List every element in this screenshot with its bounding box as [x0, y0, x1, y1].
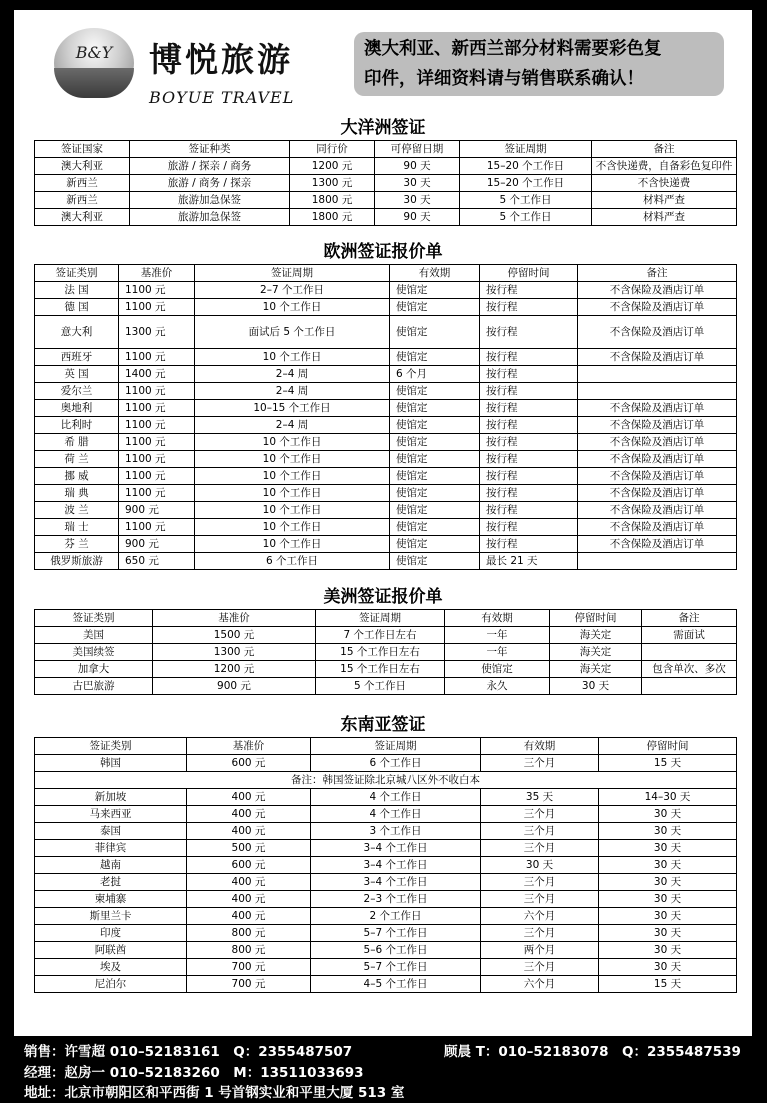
- table-cell: 波 兰: [35, 502, 119, 519]
- header-row: [35, 141, 737, 158]
- table-cell: 不含保险及酒店订单: [578, 451, 737, 468]
- table-cell: 需面试: [642, 627, 737, 644]
- table-row: [35, 553, 737, 570]
- table-row: [35, 840, 737, 857]
- table-cell: 2–3 个工作日: [311, 891, 481, 908]
- table-cell: 1100 元: [119, 400, 195, 417]
- table-cell: 1100 元: [119, 349, 195, 366]
- table-cell: 700 元: [187, 959, 311, 976]
- table-cell: 面试后 5 个工作日: [195, 316, 390, 349]
- table-cell: 6 个工作日: [195, 553, 390, 570]
- table-cell: 美国续签: [35, 644, 153, 661]
- column-header: 备注: [592, 141, 737, 158]
- column-header: 停留时间: [550, 610, 642, 627]
- table-row: [35, 644, 737, 661]
- table-cell: 1100 元: [119, 485, 195, 502]
- table-cell: 旅游 / 商务 / 探亲: [130, 175, 290, 192]
- table-cell: 3–4 个工作日: [311, 874, 481, 891]
- table-cell: 按行程: [480, 468, 578, 485]
- table-cell: 使馆定: [390, 316, 480, 349]
- table-cell: 不含保险及酒店订单: [578, 468, 737, 485]
- notice-box: [354, 32, 724, 96]
- table-cell: 三个月: [481, 755, 599, 772]
- table-cell: 不含快递费，自备彩色复印件: [592, 158, 737, 175]
- table-cell: 15–20 个工作日: [460, 158, 592, 175]
- table-cell: 15 天: [599, 755, 737, 772]
- table-row: [35, 908, 737, 925]
- table-cell: 1100 元: [119, 282, 195, 299]
- table-cell: 不含保险及酒店订单: [578, 434, 737, 451]
- brand-name-cn: 博悦旅游: [149, 40, 293, 79]
- oceania-title: 大洋洲签证: [340, 118, 426, 138]
- table-cell: 400 元: [187, 874, 311, 891]
- americas-title: 美洲签证报价单: [323, 587, 443, 607]
- table-cell: 按行程: [480, 349, 578, 366]
- column-header: 签证类别: [35, 738, 187, 755]
- table-cell: 不含保险及酒店订单: [578, 299, 737, 316]
- table-cell: 30 天: [599, 942, 737, 959]
- office-address: 地址：北京市朝阳区和平西街 1 号首钢实业和平里大厦 513 室: [24, 1085, 405, 1101]
- table-cell: 4–5 个工作日: [311, 976, 481, 993]
- table-cell: 三个月: [481, 874, 599, 891]
- note-row: [35, 772, 737, 789]
- table-cell: 4 个工作日: [311, 789, 481, 806]
- table-row: [35, 976, 737, 993]
- column-header: 备注: [578, 265, 737, 282]
- table-row: [35, 942, 737, 959]
- table-cell: 使馆定: [390, 468, 480, 485]
- table-cell: 意大利: [35, 316, 119, 349]
- table-cell: 4 个工作日: [311, 806, 481, 823]
- table-row: [35, 519, 737, 536]
- table-cell: 希 腊: [35, 434, 119, 451]
- table-cell: 韩国: [35, 755, 187, 772]
- table-cell: 三个月: [481, 891, 599, 908]
- sales-contact: 销售：许雪超 010–52183161 Q：2355487507: [24, 1044, 353, 1060]
- table-cell: 2–4 周: [195, 417, 390, 434]
- table-row: [35, 806, 737, 823]
- table-cell: 包含单次、多次: [642, 661, 737, 678]
- table-cell: 不含保险及酒店订单: [578, 519, 737, 536]
- table-cell: 1300 元: [119, 316, 195, 349]
- table-row: [35, 959, 737, 976]
- table-cell: 使馆定: [390, 536, 480, 553]
- table-cell: 7 个工作日左右: [316, 627, 445, 644]
- table-cell: 不含保险及酒店订单: [578, 316, 737, 349]
- table-cell: 2–7 个工作日: [195, 282, 390, 299]
- table-cell: 按行程: [480, 282, 578, 299]
- table-cell: 使馆定: [390, 519, 480, 536]
- table-cell: [642, 644, 737, 661]
- table-cell: 菲律宾: [35, 840, 187, 857]
- table-cell: 500 元: [187, 840, 311, 857]
- table-cell: 阿联酋: [35, 942, 187, 959]
- column-header: 基准价: [187, 738, 311, 755]
- table-cell: 使馆定: [390, 485, 480, 502]
- column-header: 基准价: [153, 610, 316, 627]
- table-cell: 材料严查: [592, 209, 737, 226]
- sales-contact-2: 顾晨 T：010–52183078 Q：2355487539: [444, 1044, 741, 1060]
- column-header: 停留时间: [480, 265, 578, 282]
- table-row: [35, 485, 737, 502]
- table-row: [35, 316, 737, 349]
- table-cell: 使馆定: [390, 299, 480, 316]
- table-cell: 1800 元: [290, 192, 375, 209]
- table-cell: 1100 元: [119, 383, 195, 400]
- table-row: [35, 434, 737, 451]
- table-cell: 15 个工作日左右: [316, 644, 445, 661]
- table-cell: 不含保险及酒店订单: [578, 417, 737, 434]
- column-header: 签证种类: [130, 141, 290, 158]
- table-cell: 30 天: [599, 806, 737, 823]
- table-cell: 600 元: [187, 857, 311, 874]
- table-cell: 1100 元: [119, 519, 195, 536]
- column-header: 签证周期: [195, 265, 390, 282]
- column-header: 签证国家: [35, 141, 130, 158]
- table-row: [35, 175, 737, 192]
- table-cell: 使馆定: [390, 434, 480, 451]
- table-cell: 使馆定: [390, 400, 480, 417]
- table-row: [35, 451, 737, 468]
- table-cell: [642, 678, 737, 695]
- table-cell: 使馆定: [445, 661, 550, 678]
- table-cell: 6 个工作日: [311, 755, 481, 772]
- table-cell: 不含保险及酒店订单: [578, 502, 737, 519]
- table-cell: 三个月: [481, 806, 599, 823]
- table-cell: 斯里兰卡: [35, 908, 187, 925]
- column-header: 签证类别: [35, 610, 153, 627]
- table-cell: [578, 553, 737, 570]
- table-cell: 30 天: [599, 823, 737, 840]
- table-row: [35, 627, 737, 644]
- manager-contact: 经理：赵房一 010–52183260 M：13511033693: [24, 1065, 364, 1081]
- table-cell: 1100 元: [119, 417, 195, 434]
- table-cell: 海关定: [550, 661, 642, 678]
- table-cell: 5 个工作日: [460, 209, 592, 226]
- table-cell: 古巴旅游: [35, 678, 153, 695]
- table-cell: 使馆定: [390, 282, 480, 299]
- table-row: [35, 502, 737, 519]
- table-cell: 400 元: [187, 789, 311, 806]
- table-cell: 柬埔寨: [35, 891, 187, 908]
- table-cell: 3–4 个工作日: [311, 857, 481, 874]
- table-cell: 六个月: [481, 976, 599, 993]
- table-cell: 西班牙: [35, 349, 119, 366]
- table-cell: 10 个工作日: [195, 536, 390, 553]
- table-row: [35, 417, 737, 434]
- table-row: [35, 468, 737, 485]
- column-header: 有效期: [445, 610, 550, 627]
- table-cell: 按行程: [480, 400, 578, 417]
- table-cell: 10 个工作日: [195, 299, 390, 316]
- table-cell: 按行程: [480, 417, 578, 434]
- table-cell: 5–7 个工作日: [311, 959, 481, 976]
- table-cell: 按行程: [480, 316, 578, 349]
- sea-table: [34, 737, 737, 993]
- table-cell: 使馆定: [390, 553, 480, 570]
- table-cell: 老挝: [35, 874, 187, 891]
- table-cell: 900 元: [153, 678, 316, 695]
- table-cell: 按行程: [480, 502, 578, 519]
- column-header: 有效期: [481, 738, 599, 755]
- table-cell: 美国: [35, 627, 153, 644]
- table-cell: 700 元: [187, 976, 311, 993]
- table-cell: 一年: [445, 644, 550, 661]
- table-cell: 澳大利亚: [35, 158, 130, 175]
- table-cell: 900 元: [119, 502, 195, 519]
- table-cell: 旅游 / 探亲 / 商务: [130, 158, 290, 175]
- table-row: [35, 383, 737, 400]
- table-cell: 30 天: [599, 959, 737, 976]
- column-header: 备注: [642, 610, 737, 627]
- table-cell: 印度: [35, 925, 187, 942]
- table-cell: 900 元: [119, 536, 195, 553]
- table-row: [35, 349, 737, 366]
- table-cell: 尼泊尔: [35, 976, 187, 993]
- table-cell: 不含保险及酒店订单: [578, 282, 737, 299]
- table-cell: 1300 元: [290, 175, 375, 192]
- table-cell: 材料严查: [592, 192, 737, 209]
- table-cell: 荷 兰: [35, 451, 119, 468]
- table-cell: 不含保险及酒店订单: [578, 400, 737, 417]
- table-cell: 按行程: [480, 536, 578, 553]
- header-row: [35, 265, 737, 282]
- table-cell: 1100 元: [119, 434, 195, 451]
- table-cell: 旅游加急保签: [130, 209, 290, 226]
- table-cell: 1100 元: [119, 468, 195, 485]
- table-cell: 瑞 士: [35, 519, 119, 536]
- table-cell: 10–15 个工作日: [195, 400, 390, 417]
- table-cell: 30 天: [599, 908, 737, 925]
- table-cell: 30 天: [599, 874, 737, 891]
- table-cell: 新加坡: [35, 789, 187, 806]
- table-cell: 三个月: [481, 925, 599, 942]
- table-cell: 不含快递费: [592, 175, 737, 192]
- table-cell: 海关定: [550, 644, 642, 661]
- table-row: [35, 925, 737, 942]
- table-row: [35, 789, 737, 806]
- table-cell: 10 个工作日: [195, 502, 390, 519]
- table-row: [35, 536, 737, 553]
- table-cell: 旅游加急保签: [130, 192, 290, 209]
- table-cell: 10 个工作日: [195, 434, 390, 451]
- table-cell: 瑞 典: [35, 485, 119, 502]
- table-cell: 1200 元: [153, 661, 316, 678]
- table-cell: 30 天: [375, 175, 460, 192]
- table-cell: 15–20 个工作日: [460, 175, 592, 192]
- table-cell: 1400 元: [119, 366, 195, 383]
- table-row: [35, 678, 737, 695]
- table-cell: 使馆定: [390, 502, 480, 519]
- table-row: [35, 209, 737, 226]
- table-cell: 不含保险及酒店订单: [578, 349, 737, 366]
- table-cell: 400 元: [187, 908, 311, 925]
- table-cell: 400 元: [187, 806, 311, 823]
- table-cell: 600 元: [187, 755, 311, 772]
- table-cell: 德 国: [35, 299, 119, 316]
- logo-text: B&Y: [75, 43, 113, 62]
- table-row: [35, 158, 737, 175]
- table-cell: 使馆定: [390, 349, 480, 366]
- table-cell: 3 个工作日: [311, 823, 481, 840]
- table-cell: 澳大利亚: [35, 209, 130, 226]
- column-header: 签证周期: [316, 610, 445, 627]
- column-header: 有效期: [390, 265, 480, 282]
- table-cell: 三个月: [481, 840, 599, 857]
- table-cell: 泰国: [35, 823, 187, 840]
- table-cell: 使馆定: [390, 451, 480, 468]
- table-cell: 使馆定: [390, 417, 480, 434]
- table-cell: 3–4 个工作日: [311, 840, 481, 857]
- table-cell: 30 天: [599, 857, 737, 874]
- table-cell: 30 天: [599, 891, 737, 908]
- table-cell: 90 天: [375, 209, 460, 226]
- table-cell: 15 个工作日左右: [316, 661, 445, 678]
- table-cell: 不含保险及酒店订单: [578, 536, 737, 553]
- table-row: [35, 874, 737, 891]
- table-cell: 海关定: [550, 627, 642, 644]
- table-row: [35, 857, 737, 874]
- europe-table: [34, 264, 737, 570]
- table-cell: 三个月: [481, 959, 599, 976]
- table-cell: 六个月: [481, 908, 599, 925]
- table-cell: 10 个工作日: [195, 485, 390, 502]
- table-cell: 比利时: [35, 417, 119, 434]
- table-cell: 1200 元: [290, 158, 375, 175]
- table-cell: 新西兰: [35, 192, 130, 209]
- table-cell: 650 元: [119, 553, 195, 570]
- table-cell: 5–6 个工作日: [311, 942, 481, 959]
- table-cell: [578, 366, 737, 383]
- europe-title: 欧洲签证报价单: [323, 242, 443, 262]
- column-header: 同行价: [290, 141, 375, 158]
- table-cell: 按行程: [480, 485, 578, 502]
- table-cell: 2 个工作日: [311, 908, 481, 925]
- table-cell: 不含保险及酒店订单: [578, 485, 737, 502]
- table-cell: 30 天: [599, 925, 737, 942]
- americas-table: [34, 609, 737, 695]
- logo-badge: [54, 28, 134, 98]
- table-cell: 1500 元: [153, 627, 316, 644]
- table-row: [35, 299, 737, 316]
- price-sheet: [14, 10, 752, 1036]
- table-cell: 加拿大: [35, 661, 153, 678]
- table-cell: 400 元: [187, 823, 311, 840]
- table-cell: 按行程: [480, 383, 578, 400]
- notice-line-2: 印件，详细资料请与销售联系确认！: [364, 69, 644, 89]
- column-header: 签证周期: [460, 141, 592, 158]
- table-row: [35, 366, 737, 383]
- table-cell: 15 天: [599, 976, 737, 993]
- table-cell: 按行程: [480, 451, 578, 468]
- table-cell: 5 个工作日: [316, 678, 445, 695]
- table-cell: 挪 威: [35, 468, 119, 485]
- table-cell: 1100 元: [119, 299, 195, 316]
- table-row: [35, 755, 737, 772]
- table-cell: 一年: [445, 627, 550, 644]
- table-cell: 芬 兰: [35, 536, 119, 553]
- table-cell: 90 天: [375, 158, 460, 175]
- table-cell: 2–4 周: [195, 383, 390, 400]
- table-row: [35, 661, 737, 678]
- table-cell: 按行程: [480, 366, 578, 383]
- table-cell: 法 国: [35, 282, 119, 299]
- table-cell: 爱尔兰: [35, 383, 119, 400]
- table-cell: 俄罗斯旅游: [35, 553, 119, 570]
- sea-title: 东南亚签证: [340, 715, 426, 735]
- table-cell: 按行程: [480, 434, 578, 451]
- table-cell: 按行程: [480, 299, 578, 316]
- table-cell: 2–4 周: [195, 366, 390, 383]
- footer-sales-line: [24, 1040, 754, 1060]
- table-cell: 英 国: [35, 366, 119, 383]
- table-cell: 10 个工作日: [195, 519, 390, 536]
- table-cell: 奥地利: [35, 400, 119, 417]
- table-cell: 5 个工作日: [460, 192, 592, 209]
- table-cell: 35 天: [481, 789, 599, 806]
- table-cell: 30 天: [375, 192, 460, 209]
- table-cell: 越南: [35, 857, 187, 874]
- table-cell: 使馆定: [390, 383, 480, 400]
- table-cell: 永久: [445, 678, 550, 695]
- notice-line-1: 澳大利亚、新西兰部分材料需要彩色复: [364, 39, 662, 59]
- column-header: 签证周期: [311, 738, 481, 755]
- table-cell: 1100 元: [119, 451, 195, 468]
- brand-name-en: BOYUE TRAVEL: [149, 88, 295, 107]
- column-header: 可停留日期: [375, 141, 460, 158]
- table-cell: 800 元: [187, 942, 311, 959]
- table-row: [35, 891, 737, 908]
- column-header: 基准价: [119, 265, 195, 282]
- table-cell: 10 个工作日: [195, 468, 390, 485]
- table-cell: 10 个工作日: [195, 451, 390, 468]
- table-cell: 最长 21 天: [480, 553, 578, 570]
- table-cell: 三个月: [481, 823, 599, 840]
- table-cell: 14–30 天: [599, 789, 737, 806]
- oceania-table: [34, 140, 737, 226]
- korea-note: 备注：韩国签证除北京城八区外不收白本: [35, 772, 737, 789]
- table-row: [35, 823, 737, 840]
- table-cell: 按行程: [480, 519, 578, 536]
- table-row: [35, 400, 737, 417]
- column-header: 停留时间: [599, 738, 737, 755]
- header-row: [35, 610, 737, 627]
- table-cell: 30 天: [599, 840, 737, 857]
- table-cell: 新西兰: [35, 175, 130, 192]
- table-cell: 6 个月: [390, 366, 480, 383]
- table-cell: 两个月: [481, 942, 599, 959]
- table-cell: 埃及: [35, 959, 187, 976]
- column-header: 签证类别: [35, 265, 119, 282]
- table-cell: 30 天: [481, 857, 599, 874]
- table-cell: 10 个工作日: [195, 349, 390, 366]
- table-row: [35, 282, 737, 299]
- table-cell: 5–7 个工作日: [311, 925, 481, 942]
- table-cell: 1800 元: [290, 209, 375, 226]
- table-cell: 30 天: [550, 678, 642, 695]
- table-cell: 400 元: [187, 891, 311, 908]
- table-cell: 1300 元: [153, 644, 316, 661]
- table-cell: 马来西亚: [35, 806, 187, 823]
- header-row: [35, 738, 737, 755]
- table-cell: [578, 383, 737, 400]
- table-row: [35, 192, 737, 209]
- table-cell: 800 元: [187, 925, 311, 942]
